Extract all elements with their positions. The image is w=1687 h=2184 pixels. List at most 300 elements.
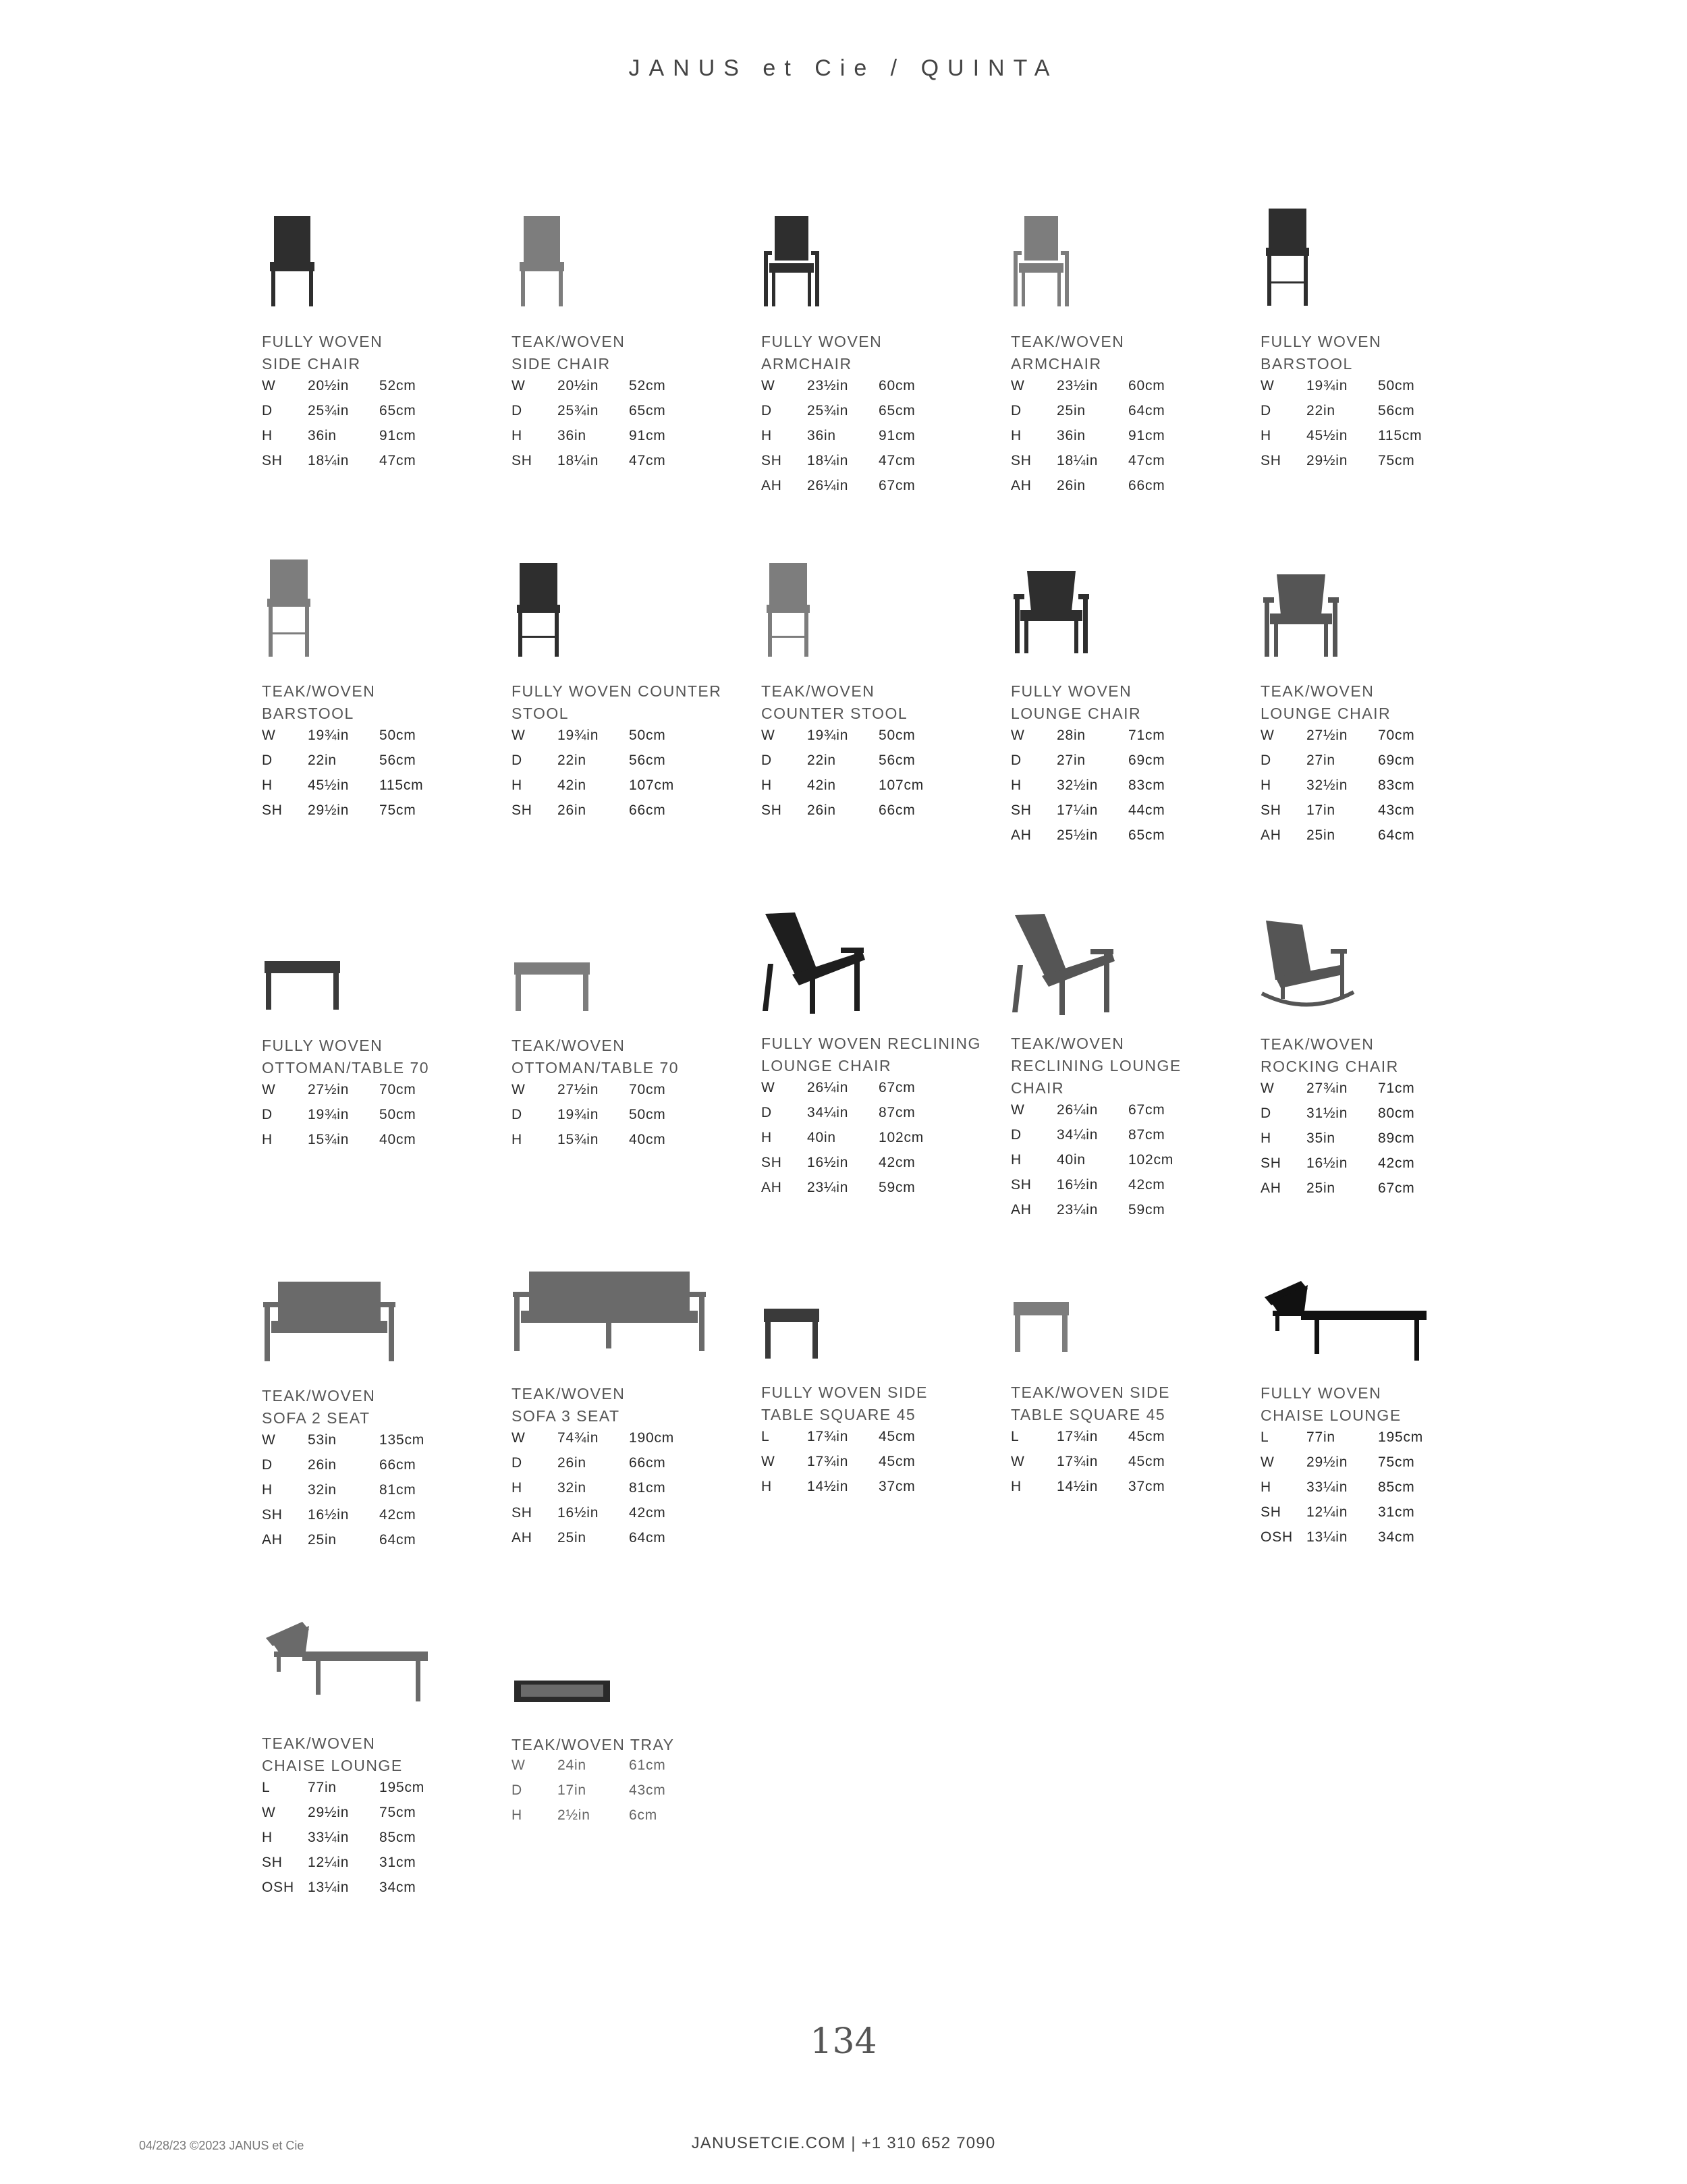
spec-label: D xyxy=(262,753,273,768)
spec-inches: 14½in xyxy=(807,1479,849,1494)
spec-centimeters: 42cm xyxy=(1128,1177,1165,1193)
spec-centimeters: 69cm xyxy=(1128,753,1165,768)
product-name-line: SIDE CHAIR xyxy=(511,355,611,373)
product-name-line: TEAK/WOVEN xyxy=(262,682,376,700)
spec-centimeters: 42cm xyxy=(879,1155,916,1170)
catalog-header: JANUS et Cie / QUINTA xyxy=(628,55,1059,81)
spec-label: D xyxy=(511,1782,522,1798)
spec-inches: 34¼in xyxy=(1057,1127,1099,1143)
spec-centimeters: 102cm xyxy=(1128,1152,1174,1168)
spec-centimeters: 61cm xyxy=(629,1757,666,1773)
product-name-line: SIDE CHAIR xyxy=(262,355,361,373)
sofa-3-seat-icon xyxy=(511,1269,707,1353)
spec-label: D xyxy=(761,403,772,418)
spec-label: H xyxy=(262,1482,273,1498)
spec-centimeters: 115cm xyxy=(379,777,424,793)
product-name xyxy=(1261,1382,1402,1427)
spec-label: D xyxy=(1011,403,1022,418)
spec-inches: 12¼in xyxy=(1306,1504,1348,1520)
spec-centimeters: 69cm xyxy=(1378,753,1415,768)
spec-centimeters: 50cm xyxy=(629,728,666,743)
reclining-chair-icon xyxy=(761,910,869,1014)
spec-centimeters: 31cm xyxy=(1378,1504,1415,1520)
spec-inches: 32½in xyxy=(1306,777,1348,793)
spec-label: H xyxy=(761,777,772,793)
spec-label: H xyxy=(1261,1479,1271,1495)
footer-copyright: 04/28/23 ©2023 JANUS et Cie xyxy=(139,2139,304,2152)
product-name-line: TEAK/WOVEN xyxy=(511,1385,626,1402)
spec-label: W xyxy=(511,1757,526,1773)
spec-centimeters: 91cm xyxy=(879,428,916,443)
spec-centimeters: 31cm xyxy=(379,1855,416,1870)
spec-label: SH xyxy=(511,1505,532,1521)
spec-label: AH xyxy=(1011,1202,1032,1218)
spec-centimeters: 66cm xyxy=(629,1455,666,1471)
spec-centimeters: 42cm xyxy=(1378,1155,1415,1171)
product-name-line: ARMCHAIR xyxy=(761,355,852,373)
spec-inches: 27½in xyxy=(308,1082,350,1097)
product-name-line: TEAK/WOVEN xyxy=(511,333,626,350)
spec-label: W xyxy=(262,1432,276,1448)
spec-centimeters: 67cm xyxy=(1378,1180,1415,1196)
chaise-lounge-icon xyxy=(1261,1276,1429,1363)
product-name xyxy=(511,1383,625,1427)
product-name-line: RECLINING LOUNGE xyxy=(1011,1057,1182,1074)
product-name-line: SOFA 2 SEAT xyxy=(262,1409,370,1427)
spec-label: H xyxy=(511,1480,522,1496)
spec-inches: 20½in xyxy=(308,378,350,393)
spec-inches: 19¾in xyxy=(557,728,599,743)
product-name-line: BARSTOOL xyxy=(1261,355,1353,373)
armchair-icon xyxy=(761,213,822,308)
spec-label: AH xyxy=(761,478,782,493)
spec-inches: 19¾in xyxy=(557,1107,599,1122)
spec-inches: 36in xyxy=(1057,428,1086,443)
spec-inches: 16½in xyxy=(1057,1177,1099,1193)
spec-centimeters: 102cm xyxy=(879,1130,924,1145)
side-chair-icon xyxy=(262,213,323,308)
product-name-line: SOFA 3 SEAT xyxy=(511,1407,620,1425)
spec-label: H xyxy=(1011,1479,1022,1494)
spec-inches: 26in xyxy=(557,802,586,818)
spec-centimeters: 50cm xyxy=(629,1107,666,1122)
spec-label: W xyxy=(761,728,775,743)
spec-inches: 31½in xyxy=(1306,1105,1348,1121)
spec-centimeters: 89cm xyxy=(1378,1130,1415,1146)
spec-inches: 16½in xyxy=(807,1155,849,1170)
product-name-line: FULLY WOVEN xyxy=(262,333,383,350)
spec-inches: 28in xyxy=(1057,728,1086,743)
spec-centimeters: 81cm xyxy=(379,1482,416,1498)
spec-label: H xyxy=(262,1132,273,1147)
spec-centimeters: 37cm xyxy=(879,1479,916,1494)
product-name xyxy=(1261,1033,1399,1078)
spec-inches: 17in xyxy=(557,1782,586,1798)
spec-inches: 17in xyxy=(1306,802,1335,818)
spec-label: AH xyxy=(1261,1180,1281,1196)
spec-inches: 22in xyxy=(308,753,337,768)
spec-centimeters: 70cm xyxy=(379,1082,416,1097)
product-name xyxy=(262,680,375,725)
spec-inches: 26¼in xyxy=(1057,1102,1099,1118)
spec-centimeters: 83cm xyxy=(1128,777,1165,793)
spec-label: L xyxy=(1261,1429,1269,1445)
spec-centimeters: 44cm xyxy=(1128,802,1165,818)
spec-label: W xyxy=(511,728,526,743)
spec-label: SH xyxy=(761,453,782,468)
spec-centimeters: 65cm xyxy=(1128,827,1165,843)
spec-inches: 23¼in xyxy=(1057,1202,1099,1218)
product-name-line: COUNTER STOOL xyxy=(761,705,908,722)
spec-inches: 32in xyxy=(557,1480,586,1496)
spec-label: H xyxy=(761,1479,772,1494)
spec-inches: 19¾in xyxy=(807,728,849,743)
spec-label: SH xyxy=(1011,453,1032,468)
spec-label: D xyxy=(1261,1105,1271,1121)
spec-inches: 27¾in xyxy=(1306,1081,1348,1096)
spec-inches: 53in xyxy=(308,1432,337,1448)
spec-label: W xyxy=(262,728,276,743)
spec-inches: 19¾in xyxy=(1306,378,1348,393)
product-name-line: LOUNGE CHAIR xyxy=(1011,705,1142,722)
spec-centimeters: 64cm xyxy=(379,1532,416,1548)
spec-label: H xyxy=(1011,777,1022,793)
spec-label: SH xyxy=(262,802,283,818)
spec-label: W xyxy=(1011,378,1025,393)
spec-centimeters: 34cm xyxy=(1378,1529,1415,1545)
product-name xyxy=(1261,680,1391,725)
spec-inches: 27in xyxy=(1057,753,1086,768)
spec-label: L xyxy=(1011,1429,1020,1444)
spec-label: W xyxy=(262,378,276,393)
product-name xyxy=(761,1382,928,1426)
spec-label: H xyxy=(511,1132,522,1147)
counter-stool-icon xyxy=(511,560,565,658)
product-name xyxy=(511,331,625,375)
spec-inches: 25in xyxy=(1306,827,1335,843)
spec-centimeters: 59cm xyxy=(1128,1202,1165,1218)
spec-label: SH xyxy=(262,1507,283,1523)
spec-label: AH xyxy=(1261,827,1281,843)
product-name-line: ROCKING CHAIR xyxy=(1261,1058,1399,1075)
product-name xyxy=(761,331,882,375)
counter-stool-icon xyxy=(761,560,815,658)
spec-inches: 40in xyxy=(807,1130,836,1145)
spec-label: H xyxy=(1011,428,1022,443)
product-name-line: OTTOMAN/TABLE 70 xyxy=(511,1059,680,1076)
spec-label: L xyxy=(262,1780,271,1795)
side-chair-icon xyxy=(511,213,572,308)
spec-centimeters: 107cm xyxy=(629,777,675,793)
spec-centimeters: 65cm xyxy=(629,403,666,418)
spec-centimeters: 66cm xyxy=(1128,478,1165,493)
spec-label: H xyxy=(761,428,772,443)
footer-contact: JANUSETCIE.COM | +1 310 652 7090 xyxy=(691,2134,996,2152)
spec-label: D xyxy=(761,1105,772,1120)
spec-inches: 32in xyxy=(308,1482,337,1498)
spec-inches: 12¼in xyxy=(308,1855,350,1870)
product-name xyxy=(511,1734,674,1756)
spec-label: D xyxy=(511,403,522,418)
spec-label: L xyxy=(761,1429,770,1444)
spec-centimeters: 42cm xyxy=(379,1507,416,1523)
page-number: 134 xyxy=(810,2021,877,2062)
spec-centimeters: 91cm xyxy=(379,428,416,443)
spec-centimeters: 47cm xyxy=(379,453,416,468)
product-name-line: TEAK/WOVEN SIDE xyxy=(1011,1384,1170,1401)
spec-inches: 18¼in xyxy=(308,453,350,468)
spec-label: D xyxy=(262,1457,273,1473)
spec-centimeters: 87cm xyxy=(1128,1127,1165,1143)
spec-inches: 36in xyxy=(807,428,836,443)
spec-label: SH xyxy=(1261,802,1281,818)
spec-inches: 25½in xyxy=(1057,827,1099,843)
rocking-chair-icon xyxy=(1261,918,1355,1009)
spec-label: W xyxy=(761,1080,775,1095)
product-name xyxy=(1011,1033,1182,1099)
spec-centimeters: 75cm xyxy=(379,1805,416,1820)
spec-inches: 36in xyxy=(557,428,586,443)
spec-inches: 29½in xyxy=(308,802,350,818)
spec-inches: 25¾in xyxy=(557,403,599,418)
spec-centimeters: 60cm xyxy=(1128,378,1165,393)
spec-inches: 26in xyxy=(308,1457,337,1473)
product-name-line: BARSTOOL xyxy=(262,705,354,722)
spec-inches: 45½in xyxy=(308,777,350,793)
spec-centimeters: 64cm xyxy=(629,1530,666,1546)
spec-label: SH xyxy=(1261,1155,1281,1171)
spec-label: AH xyxy=(262,1532,283,1548)
product-name-line: LOUNGE CHAIR xyxy=(761,1057,892,1074)
spec-centimeters: 85cm xyxy=(379,1830,416,1845)
spec-inches: 29½in xyxy=(1306,1454,1348,1470)
spec-label: AH xyxy=(1011,478,1032,493)
spec-centimeters: 65cm xyxy=(379,403,416,418)
spec-label: AH xyxy=(511,1530,532,1546)
spec-centimeters: 50cm xyxy=(879,728,916,743)
spec-label: SH xyxy=(761,802,782,818)
spec-inches: 29½in xyxy=(1306,453,1348,468)
spec-label: OSH xyxy=(1261,1529,1293,1545)
spec-label: D xyxy=(1261,753,1271,768)
product-name-line: TEAK/WOVEN xyxy=(1011,333,1125,350)
product-name xyxy=(262,1385,375,1429)
spec-inches: 27½in xyxy=(1306,728,1348,743)
product-name xyxy=(1011,1382,1170,1426)
product-name xyxy=(1261,331,1381,375)
product-name xyxy=(1011,680,1141,725)
spec-label: SH xyxy=(1011,1177,1032,1193)
spec-inches: 25¾in xyxy=(308,403,350,418)
spec-label: H xyxy=(262,428,273,443)
spec-inches: 18¼in xyxy=(807,453,849,468)
spec-inches: 15¾in xyxy=(308,1132,350,1147)
spec-inches: 42in xyxy=(557,777,586,793)
spec-inches: 26¼in xyxy=(807,1080,849,1095)
spec-centimeters: 75cm xyxy=(1378,1454,1415,1470)
spec-centimeters: 45cm xyxy=(1128,1454,1165,1469)
spec-label: W xyxy=(511,1082,526,1097)
product-name-line: FULLY WOVEN COUNTER xyxy=(511,682,722,700)
spec-inches: 26in xyxy=(557,1455,586,1471)
spec-label: W xyxy=(1261,378,1275,393)
spec-centimeters: 135cm xyxy=(379,1432,425,1448)
product-name-line: CHAIR xyxy=(1011,1079,1065,1097)
product-name-line: TEAK/WOVEN xyxy=(511,1037,626,1054)
spec-label: W xyxy=(1011,1102,1025,1118)
spec-label: W xyxy=(1261,1081,1275,1096)
spec-inches: 22in xyxy=(1306,403,1335,418)
spec-centimeters: 115cm xyxy=(1378,428,1422,443)
product-name-line: FULLY WOVEN xyxy=(1261,333,1382,350)
chaise-lounge-icon xyxy=(262,1616,431,1704)
spec-inches: 24in xyxy=(557,1757,586,1773)
spec-inches: 23¼in xyxy=(807,1180,849,1195)
product-name xyxy=(511,680,721,725)
spec-inches: 15¾in xyxy=(557,1132,599,1147)
spec-inches: 25in xyxy=(308,1532,337,1548)
product-name-line: TABLE SQUARE 45 xyxy=(1011,1406,1166,1423)
spec-label: H xyxy=(262,777,273,793)
spec-inches: 17¾in xyxy=(1057,1454,1099,1469)
spec-inches: 22in xyxy=(557,753,586,768)
spec-label: W xyxy=(511,1430,526,1446)
spec-label: W xyxy=(1261,1454,1275,1470)
spec-inches: 20½in xyxy=(557,378,599,393)
spec-label: D xyxy=(262,1107,273,1122)
product-name xyxy=(262,331,383,375)
spec-centimeters: 56cm xyxy=(879,753,916,768)
spec-inches: 42in xyxy=(807,777,836,793)
spec-centimeters: 91cm xyxy=(629,428,666,443)
spec-inches: 16½in xyxy=(1306,1155,1348,1171)
product-name-line: FULLY WOVEN xyxy=(262,1037,383,1054)
side-table-icon xyxy=(1011,1299,1072,1353)
spec-label: D xyxy=(1011,753,1022,768)
spec-inches: 77in xyxy=(1306,1429,1335,1445)
spec-centimeters: 67cm xyxy=(1128,1102,1165,1118)
spec-centimeters: 34cm xyxy=(379,1880,416,1895)
spec-label: AH xyxy=(1011,827,1032,843)
spec-centimeters: 47cm xyxy=(1128,453,1165,468)
spec-centimeters: 70cm xyxy=(629,1082,666,1097)
spec-inches: 17¾in xyxy=(807,1429,849,1444)
spec-label: D xyxy=(511,1455,522,1471)
product-name-line: TEAK/WOVEN xyxy=(761,682,875,700)
spec-centimeters: 65cm xyxy=(879,403,916,418)
product-name-line: FULLY WOVEN SIDE xyxy=(761,1384,928,1401)
spec-label: D xyxy=(511,1107,522,1122)
spec-label: H xyxy=(1261,428,1271,443)
spec-centimeters: 56cm xyxy=(1378,403,1415,418)
spec-centimeters: 71cm xyxy=(1378,1081,1415,1096)
spec-inches: 16½in xyxy=(308,1507,350,1523)
spec-label: H xyxy=(761,1130,772,1145)
spec-centimeters: 42cm xyxy=(629,1505,666,1521)
spec-centimeters: 50cm xyxy=(379,728,416,743)
spec-label: SH xyxy=(1011,802,1032,818)
spec-centimeters: 70cm xyxy=(1378,728,1415,743)
spec-inches: 18¼in xyxy=(1057,453,1099,468)
spec-centimeters: 50cm xyxy=(379,1107,416,1122)
spec-inches: 2½in xyxy=(557,1807,590,1823)
spec-centimeters: 47cm xyxy=(629,453,666,468)
spec-centimeters: 64cm xyxy=(1128,403,1165,418)
product-name-line: TEAK/WOVEN TRAY xyxy=(511,1736,675,1753)
spec-inches: 33¼in xyxy=(308,1830,350,1845)
spec-label: AH xyxy=(761,1180,782,1195)
spec-label: D xyxy=(1011,1127,1022,1143)
spec-label: OSH xyxy=(262,1880,294,1895)
spec-centimeters: 67cm xyxy=(879,478,916,493)
product-name xyxy=(1011,331,1124,375)
sofa-2-seat-icon xyxy=(262,1279,397,1363)
spec-label: H xyxy=(1261,1130,1271,1146)
spec-centimeters: 81cm xyxy=(629,1480,666,1496)
spec-centimeters: 45cm xyxy=(879,1454,916,1469)
spec-centimeters: 85cm xyxy=(1378,1479,1415,1495)
product-name-line: TEAK/WOVEN xyxy=(1011,1035,1125,1052)
spec-inches: 29½in xyxy=(308,1805,350,1820)
product-name-line: TABLE SQUARE 45 xyxy=(761,1406,916,1423)
spec-label: H xyxy=(511,428,522,443)
lounge-chair-icon xyxy=(1261,570,1342,658)
spec-centimeters: 60cm xyxy=(879,378,916,393)
spec-label: SH xyxy=(262,1855,283,1870)
spec-label: W xyxy=(761,1454,775,1469)
spec-inches: 27½in xyxy=(557,1082,599,1097)
spec-inches: 40in xyxy=(1057,1152,1086,1168)
product-name-line: LOUNGE CHAIR xyxy=(1261,705,1391,722)
spec-centimeters: 56cm xyxy=(379,753,416,768)
spec-inches: 26in xyxy=(1057,478,1086,493)
spec-centimeters: 56cm xyxy=(629,753,666,768)
spec-label: SH xyxy=(511,802,532,818)
spec-inches: 22in xyxy=(807,753,836,768)
spec-label: SH xyxy=(511,453,532,468)
product-name xyxy=(761,680,908,725)
spec-label: H xyxy=(262,1830,273,1845)
spec-centimeters: 75cm xyxy=(1378,453,1415,468)
spec-inches: 36in xyxy=(308,428,337,443)
spec-label: W xyxy=(511,378,526,393)
spec-centimeters: 50cm xyxy=(1378,378,1415,393)
spec-centimeters: 190cm xyxy=(629,1430,675,1446)
spec-label: W xyxy=(262,1805,276,1820)
spec-label: SH xyxy=(1261,453,1281,468)
spec-centimeters: 195cm xyxy=(1378,1429,1424,1445)
spec-centimeters: 66cm xyxy=(629,802,666,818)
spec-label: H xyxy=(1261,777,1271,793)
spec-inches: 77in xyxy=(308,1780,337,1795)
product-name-line: FULLY WOVEN xyxy=(761,333,883,350)
spec-label: H xyxy=(511,1807,522,1823)
spec-centimeters: 67cm xyxy=(879,1080,916,1095)
ottoman-icon xyxy=(262,957,343,1011)
product-name-line: FULLY WOVEN xyxy=(1011,682,1132,700)
spec-centimeters: 52cm xyxy=(629,378,666,393)
armchair-icon xyxy=(1011,213,1072,308)
product-name-line: FULLY WOVEN xyxy=(1261,1384,1382,1402)
product-name-line: TEAK/WOVEN xyxy=(262,1387,376,1404)
spec-inches: 74¾in xyxy=(557,1430,599,1446)
ottoman-icon xyxy=(511,958,592,1012)
product-name-line: TEAK/WOVEN xyxy=(262,1735,376,1752)
product-name xyxy=(761,1033,981,1077)
spec-inches: 23½in xyxy=(1057,378,1099,393)
spec-label: W xyxy=(262,1082,276,1097)
spec-centimeters: 45cm xyxy=(879,1429,916,1444)
